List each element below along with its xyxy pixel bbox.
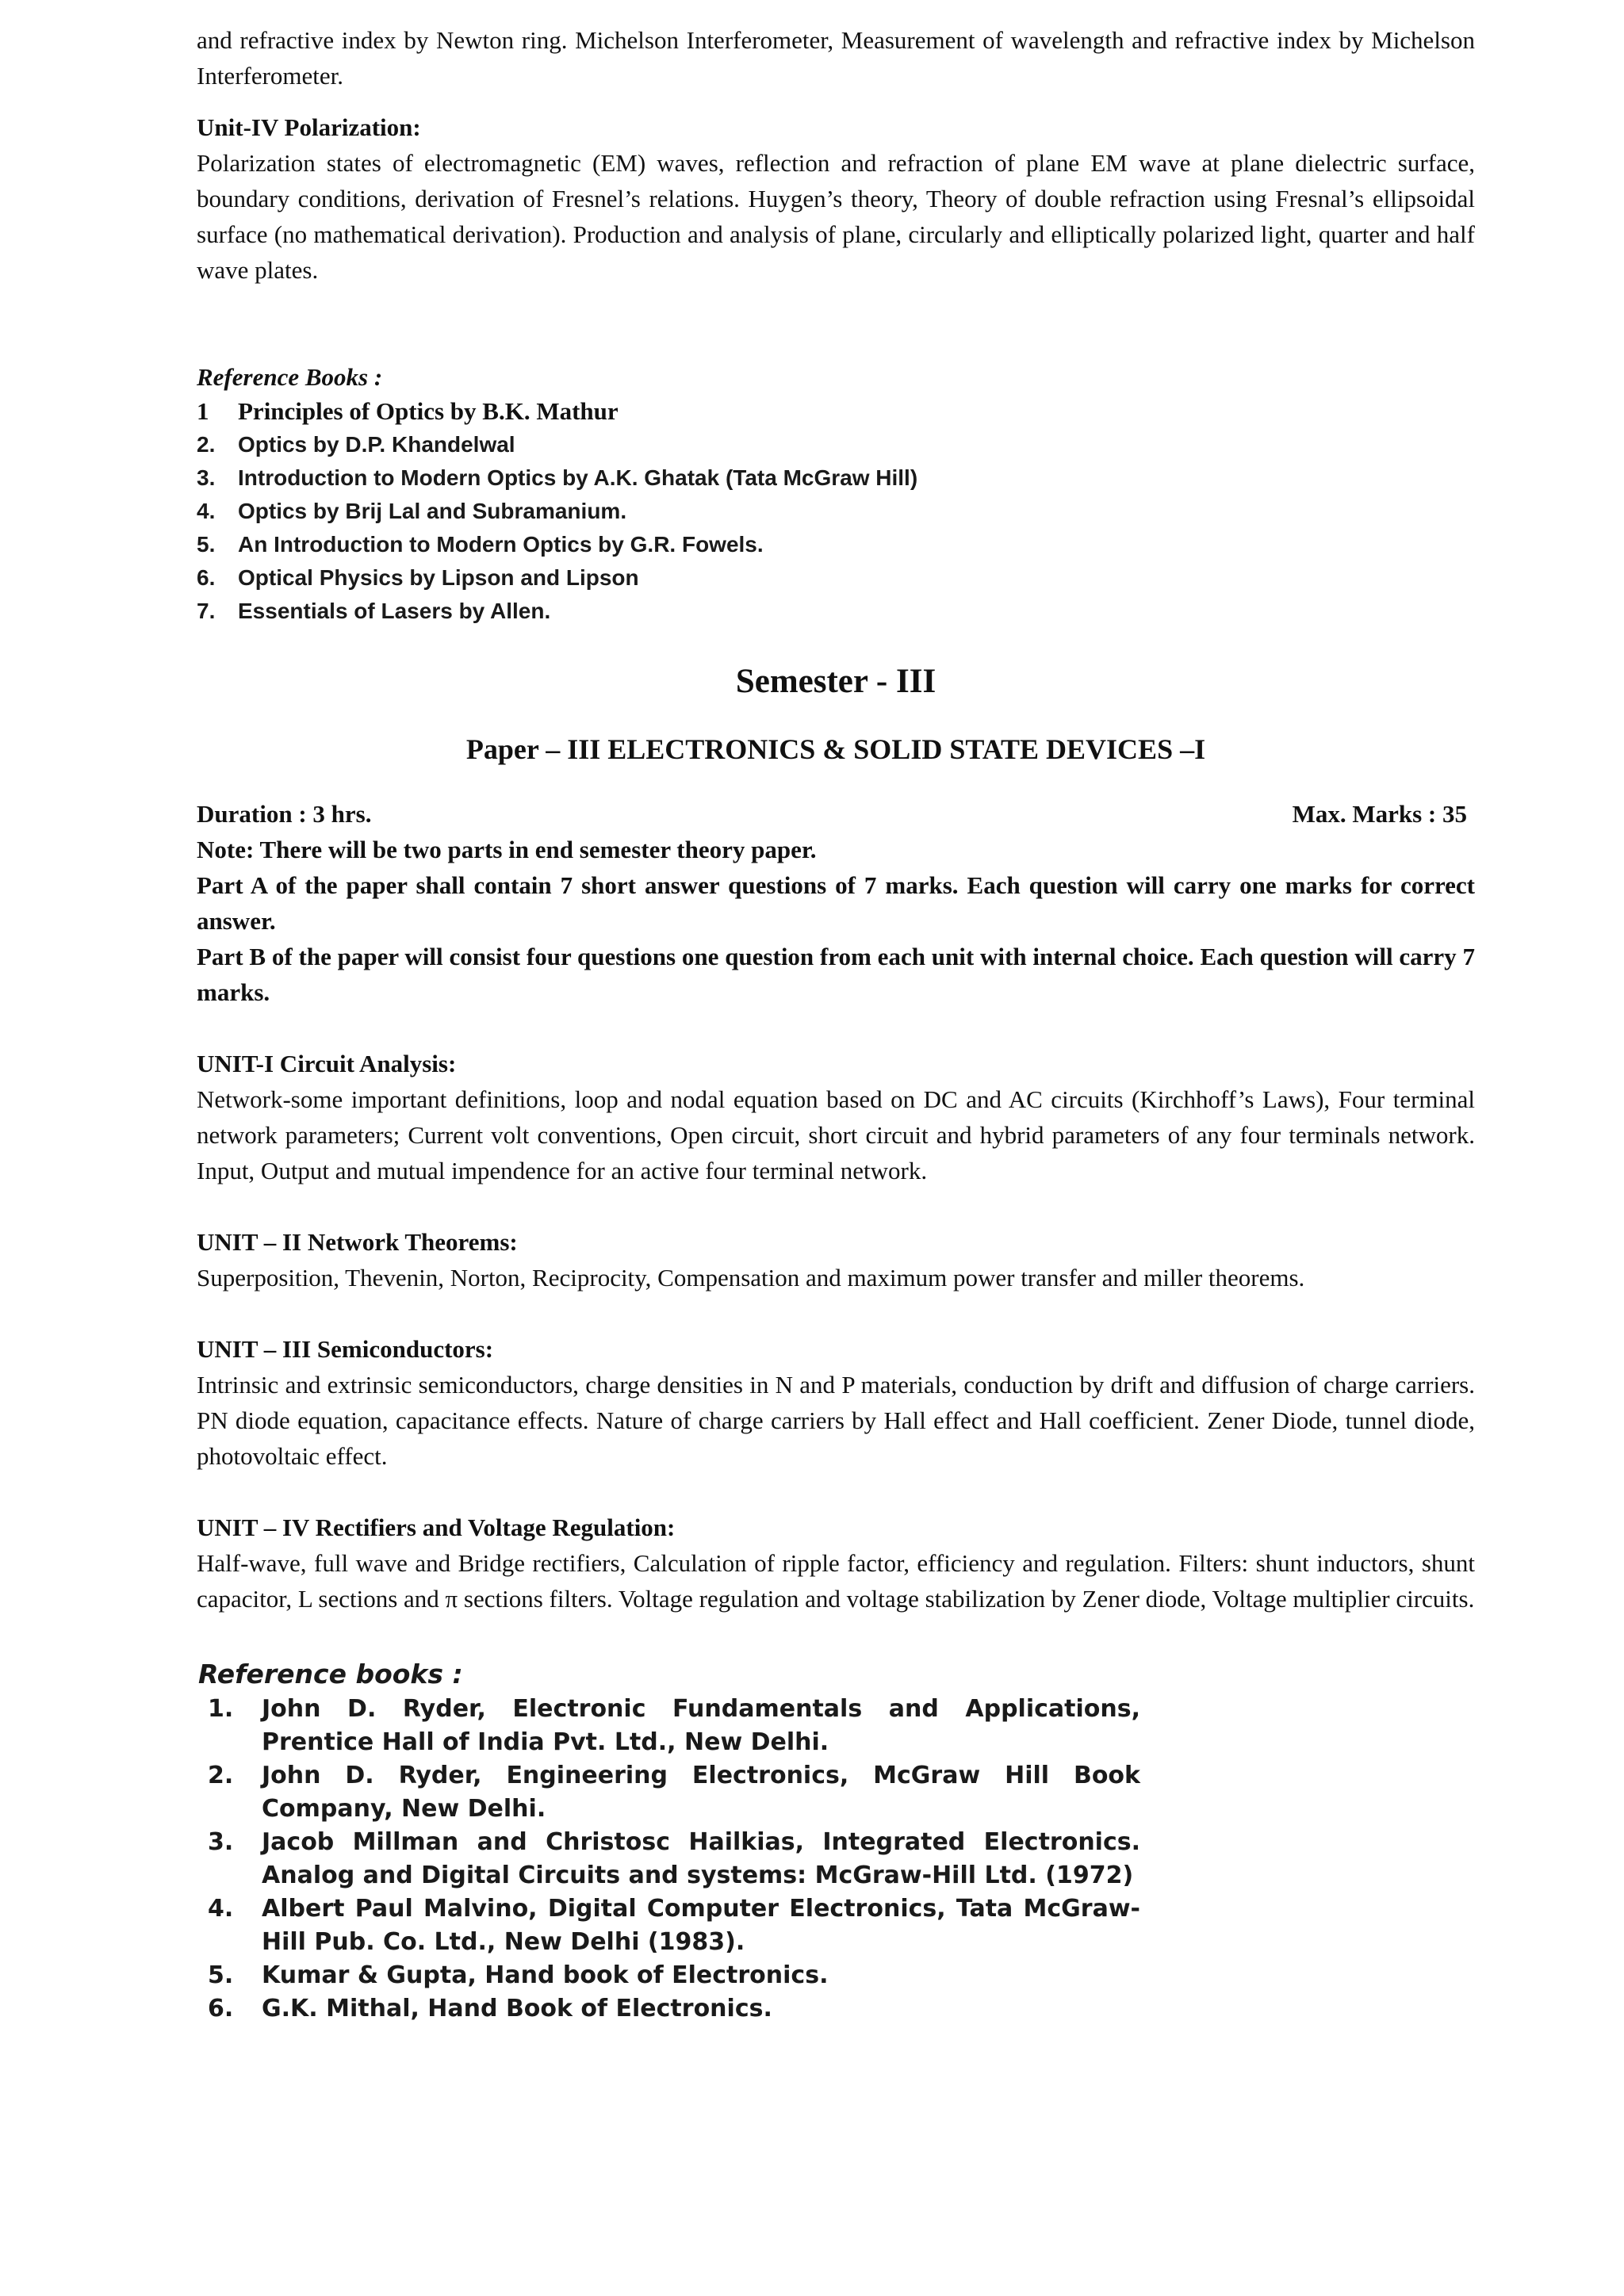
unit-heading: UNIT – IV Rectifiers and Voltage Regulation: [197, 1513, 676, 1541]
list-item [197, 1892, 1140, 1959]
unit-1-section [197, 1046, 1475, 1188]
list-item-number: 6. [197, 565, 216, 590]
document-page [197, 22, 1475, 2026]
list-item-number: 1. [208, 1695, 234, 1723]
unit-2-section [197, 1224, 1475, 1295]
list-item [197, 1693, 1140, 1759]
list-item [197, 428, 1475, 461]
reference-list [197, 1693, 1140, 2026]
list-item-number: 3. [208, 1828, 234, 1856]
reference-books-electronics [197, 1656, 1475, 2026]
list-item-number: 6. [208, 1995, 234, 2022]
paper-title: Paper – III ELECTRONICS & SOLID STATE DEVICES –I [465, 733, 1206, 765]
unit-3-section [197, 1331, 1475, 1474]
list-item-text: An Introduction to Modern Optics by G.R. Fowels. [238, 532, 764, 557]
unit-body: Network-some important definitions, loop and nodal equation based on DC and AC circuits (Kirchhoff’s Laws), Four terminal network parameters; Current volt conventions, Open circuit, short circuit and hybrid parameters of any four terminals network. Input, Output and mutual impendence for an active four terminal network. [197, 1085, 1475, 1184]
list-item [197, 1826, 1140, 1892]
unit-body: Half-wave, full wave and Bridge rectifiers, Calculation of ripple factor, efficiency and regulation. Filters: shunt inductors, shunt capacitor, L sections and π sections filters. Voltage regulation and voltage stabilization by Zener diode, Voltage multiplier circuits. [197, 1549, 1475, 1613]
list-item-text: Optical Physics by Lipson and Lipson [238, 565, 639, 590]
list-item-number: 4. [197, 499, 216, 523]
list-item-number: 1 [197, 397, 209, 425]
semester-title: Semester - III [735, 663, 936, 700]
intro-paragraph: and refractive index by Newton ring. Michelson Interferometer, Measurement of wavelength and refractive index by Michelson Interferometer. [197, 26, 1475, 90]
duration-text: Duration : 3 hrs. [197, 800, 372, 828]
spacer [197, 1474, 1475, 1510]
list-item-text: G.K. Mithal, Hand Book of Electronics. [262, 1995, 772, 2022]
list-item-text: Optics by Brij Lal and Subramanium. [238, 499, 627, 523]
list-item-text: Jacob Millman and Christosc Hailkias, Integrated Electronics. Analog and Digital Circuits and systems: McGraw-Hill Ltd. (1972) [262, 1828, 1140, 1889]
spacer [197, 288, 1475, 359]
list-item [197, 595, 1475, 628]
part-a-note: Part A of the paper shall contain 7 short answer questions of 7 marks. Each question will carry one marks for correct answer. [197, 871, 1475, 935]
list-item-text: Essentials of Lasers by Allen. [238, 599, 551, 623]
duration-marks-row [197, 796, 1475, 832]
list-item-text: Kumar & Gupta, Hand book of Electronics. [262, 1961, 829, 1989]
list-item [197, 528, 1475, 561]
list-item [197, 1992, 1140, 2026]
spacer [197, 1010, 1475, 1046]
reference-books-optics [197, 359, 1475, 628]
unit4-polarization-section [197, 109, 1475, 288]
spacer [197, 1295, 1475, 1331]
spacer [197, 94, 1475, 109]
unit-heading: UNIT-I Circuit Analysis: [197, 1050, 457, 1077]
reference-list [197, 395, 1475, 628]
list-item-text: Principles of Optics by B.K. Mathur [238, 397, 619, 425]
spacer [197, 1188, 1475, 1224]
list-item [197, 495, 1475, 528]
unit-heading: UNIT – III Semiconductors: [197, 1335, 494, 1363]
unit4-polarization-heading: Unit-IV Polarization: [197, 113, 421, 141]
list-item-number: 4. [208, 1895, 234, 1923]
list-item-text: Albert Paul Malvino, Digital Computer Electronics, Tata McGraw- Hill Pub. Co. Ltd., New Delhi (1983). [262, 1895, 1140, 1956]
exam-info [197, 796, 1475, 1010]
unit-heading: UNIT – II Network Theorems: [197, 1228, 518, 1256]
unit4-polarization-body: Polarization states of electromagnetic (EM) waves, reflection and refraction of plane EM wave at plane dielectric surface, boundary conditions, derivation of Fresnel’s relations. Huygen’s theory, Theory of double refraction using Fresnal’s ellipsoidal surface (no mathematical derivation). Production and analysis of plane, circularly and elliptically polarized light, quarter and half wave plates. [197, 149, 1475, 284]
spacer [197, 1617, 1475, 1656]
list-item [197, 461, 1475, 495]
spacer [197, 769, 1475, 796]
max-marks-text: Max. Marks : 35 [1292, 800, 1467, 828]
list-item [197, 561, 1475, 595]
list-item-number: 2. [208, 1762, 234, 1789]
list-item-text: Optics by D.P. Khandelwal [238, 432, 515, 457]
unit-body: Superposition, Thevenin, Norton, Reciprocity, Compensation and maximum power transfer and miller theorems. [197, 1264, 1305, 1292]
list-item-number: 2. [197, 432, 216, 457]
spacer [197, 706, 1475, 729]
list-item-text: John D. Ryder, Engineering Electronics, McGraw Hill Book Company, New Delhi. [262, 1762, 1140, 1823]
list-item [197, 1759, 1140, 1826]
exam-note: Note: There will be two parts in end semester theory paper. [197, 836, 817, 863]
list-item-number: 3. [197, 465, 216, 490]
unit-body: Intrinsic and extrinsic semiconductors, charge densities in N and P materials, conduction by drift and diffusion of charge carriers. PN diode equation, capacitance effects. Nature of charge carriers by Hall effect and Hall coefficient. Zener Diode, tunnel diode, photovoltaic effect. [197, 1371, 1475, 1470]
list-item [197, 395, 1475, 428]
list-item-number: 7. [197, 599, 216, 623]
part-b-note: Part B of the paper will consist four questions one question from each unit with internal choice. Each question will carry 7 marks. [197, 943, 1475, 1006]
list-item [197, 1959, 1140, 1992]
spacer [197, 628, 1475, 658]
reference-books-heading: Reference books : [198, 1659, 463, 1689]
unit-4-section [197, 1510, 1475, 1617]
list-item-text: John D. Ryder, Electronic Fundamentals and Applications, Prentice Hall of India Pvt. Ltd., New Delhi. [262, 1695, 1140, 1756]
list-item-number: 5. [197, 532, 216, 557]
reference-books-heading: Reference Books : [197, 363, 383, 391]
list-item-number: 5. [208, 1961, 234, 1989]
list-item-text: Introduction to Modern Optics by A.K. Ghatak (Tata McGraw Hill) [238, 465, 918, 490]
